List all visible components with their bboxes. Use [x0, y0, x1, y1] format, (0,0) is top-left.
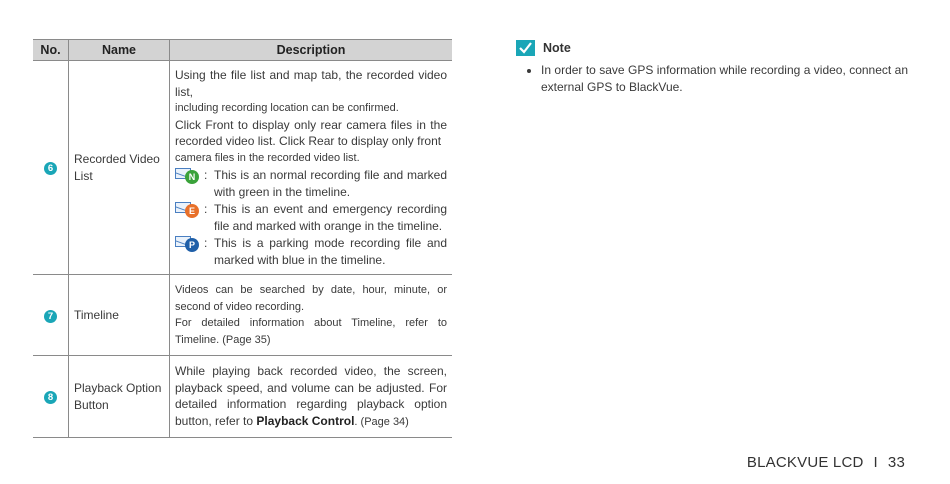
- note-item: • In order to save GPS information while recording a video, connect an external GPS to BlackVue.: [541, 62, 908, 95]
- page-footer: [747, 454, 905, 471]
- normal-file-legend: N : This is an normal recording file and marked with green in the timeline.: [175, 167, 447, 200]
- number-badge: 7: [44, 310, 57, 323]
- legend-text: This is an normal recording file and marked with green in the timeline.: [214, 168, 447, 199]
- table-header-row: [33, 40, 452, 61]
- row-number-cell: [33, 61, 69, 275]
- desc-text: While playing back recorded video, the screen, playback speed, and volume can be adjusted. For detailed information regarding playback option button, refer to: [175, 364, 447, 428]
- header-no: No.: [33, 40, 69, 61]
- footer-separator: I: [873, 454, 878, 471]
- event-file-legend: E : This is an event and emergency recording file and marked with orange in the timeline.: [175, 201, 447, 234]
- note-header: [516, 40, 908, 56]
- parking-file-icon: [175, 235, 202, 252]
- row-description: [170, 275, 453, 356]
- desc-text: camera files in the recorded video list.: [175, 151, 360, 164]
- legend-text: This is an event and emergency recording file and marked with orange in the timeline.: [214, 202, 447, 233]
- table-row: [33, 356, 452, 438]
- desc-text: Click Front to display only rear camera files in the recorded video list. Click Rear to display only front: [175, 117, 447, 148]
- header-description: Description: [170, 40, 453, 61]
- table-row: [33, 275, 452, 356]
- header-name: Name: [69, 40, 170, 61]
- event-file-icon: [175, 201, 202, 218]
- row-name: Playback Option Button: [69, 356, 170, 438]
- playback-control-ref: Playback Control: [256, 413, 355, 428]
- badge-letter: N: [185, 170, 199, 184]
- feature-table: [33, 39, 452, 438]
- desc-text: including recording location can be confirmed.: [175, 102, 399, 114]
- row-number-cell: [33, 275, 69, 356]
- row-number-cell: [33, 356, 69, 438]
- badge-letter: E: [185, 204, 199, 218]
- row-name: Timeline: [69, 275, 170, 356]
- note-title: Note: [543, 41, 571, 55]
- note-box: [516, 40, 908, 95]
- page-number: 33: [887, 454, 905, 471]
- note-list: [516, 62, 908, 95]
- parking-file-legend: P : This is a parking mode recording file and marked with blue in the timeline.: [175, 235, 447, 268]
- normal-file-icon: [175, 167, 202, 184]
- number-badge: 8: [44, 391, 57, 404]
- row-description: [170, 61, 453, 275]
- number-badge: 6: [44, 162, 57, 175]
- desc-text: Videos can be searched by date, hour, minute, or second of video recording.: [175, 284, 447, 313]
- row-name: Recorded Video List: [69, 61, 170, 275]
- table-row: [33, 61, 452, 275]
- page-ref: . (Page 34): [354, 415, 409, 428]
- legend-text: This is a parking mode recording file and marked with blue in the timeline.: [214, 236, 447, 267]
- badge-letter: P: [185, 238, 199, 252]
- desc-text: For detailed information about Timeline, refer to Timeline. (Page 35): [175, 317, 447, 346]
- row-description: [170, 356, 453, 438]
- brand-name: BLACKVUE LCD: [746, 454, 864, 471]
- checkmark-icon: [516, 40, 535, 56]
- desc-text: Using the file list and map tab, the recorded video list,: [175, 68, 447, 99]
